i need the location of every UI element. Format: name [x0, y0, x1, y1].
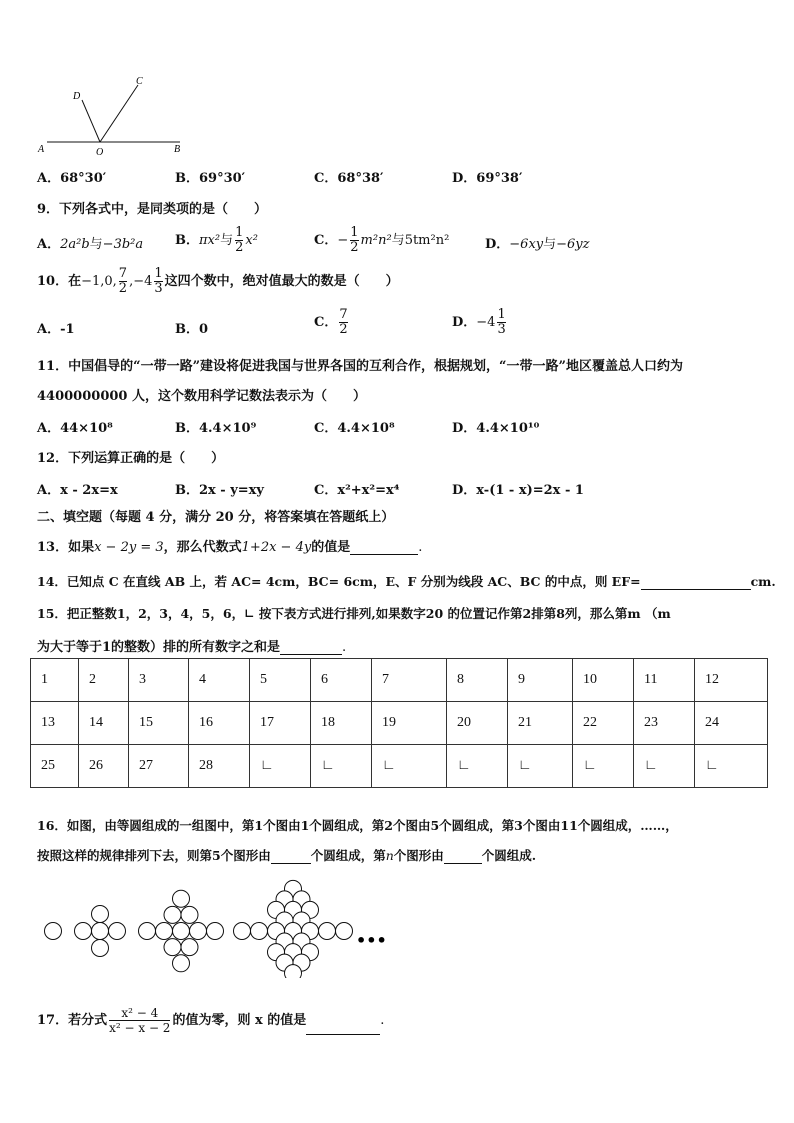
q12-stem: 12．下列运算正确的是（ ）	[37, 451, 225, 466]
table-row	[31, 702, 768, 745]
figure-3-circle	[164, 906, 181, 923]
figure-3-circle	[164, 939, 181, 956]
figure-2-circle	[92, 923, 109, 940]
table-cell: ∟	[447, 745, 508, 788]
label-d: D	[73, 91, 81, 102]
table-cell: ∟	[695, 745, 768, 788]
q16-answer-blank-2[interactable]	[444, 863, 482, 864]
table-cell: 7	[372, 659, 447, 702]
figure-3-circle	[173, 890, 190, 907]
figure-3-circle	[173, 955, 190, 972]
q11-option-a: A．44×10⁸	[37, 421, 113, 436]
q10-option-c: C． $\frac{7}{2}$	[314, 307, 348, 337]
angle-figure	[30, 70, 200, 160]
figure-4-circle	[336, 923, 353, 940]
q11-option-d: D．4.4×10¹⁰	[452, 421, 540, 436]
ellipsis-dots: •••	[356, 931, 387, 950]
table-cell: 23	[634, 702, 695, 745]
ray-od	[82, 100, 100, 142]
label-c: C	[136, 76, 143, 87]
table-cell: 21	[508, 702, 573, 745]
figure-3-circle	[190, 923, 207, 940]
q10-option-a: A．-1	[37, 322, 75, 337]
table-cell: 12	[695, 659, 768, 702]
table-cell: 22	[573, 702, 634, 745]
q16-line1: 16．如图，由等圆组成的一组图中，第1个图由1个圆组成，第2个图由5个圆组成，第3个图由11个圆组成，……，	[37, 818, 678, 833]
figure-4-circle	[251, 923, 268, 940]
figure-4-circle	[285, 965, 302, 978]
figure-2-circle	[75, 923, 92, 940]
figure-2-circle	[92, 940, 109, 957]
q17-answer-blank[interactable]	[306, 1034, 380, 1035]
q12-option-d: D．x-(1 - x)=2x - 1	[452, 483, 584, 498]
table-cell: 4	[189, 659, 250, 702]
q10-stem: 10．在−1,0, $\frac{7}{2}$ ,−4 $\frac{1}{3}$ 这四个数中，绝对值最大的数是（ ）	[37, 266, 399, 296]
number-arrangement-table	[30, 658, 768, 788]
table-row	[31, 659, 768, 702]
table-cell: 9	[508, 659, 573, 702]
figure-1-circle	[45, 923, 62, 940]
table-cell: 16	[189, 702, 250, 745]
figure-3-circle	[173, 923, 190, 940]
label-b: B	[174, 144, 181, 155]
table-cell: 28	[189, 745, 250, 788]
table-cell: 19	[372, 702, 447, 745]
q9-option-b: B．πx²与 $\frac{1}{2}$ x²	[175, 225, 258, 255]
q16-line2: 按照这样的规律排列下去，则第5个图形由 个圆组成，第n个图形由 个圆组成.	[37, 848, 537, 863]
q10-option-d: D．−4 $\frac{1}{3}$	[452, 307, 506, 337]
figure-3-circle	[156, 923, 173, 940]
figure-2-circle	[109, 923, 126, 940]
q11-option-b: B．4.4×10⁹	[175, 421, 257, 436]
q11-option-c: C．4.4×10⁸	[314, 421, 395, 436]
label-o: O	[96, 147, 104, 158]
table-cell: 15	[129, 702, 189, 745]
figure-3-circle	[207, 923, 224, 940]
table-cell: ∟	[372, 745, 447, 788]
figure-4-circle	[234, 923, 251, 940]
q9-stem: 9．下列各式中，是同类项的是（ ）	[37, 202, 268, 217]
section-title: 二、填空题（每题 4 分，满分 20 分，将答案填在答题纸上）	[37, 510, 395, 525]
table-cell: 27	[129, 745, 189, 788]
q8-option-c: C．68°38′	[314, 171, 384, 186]
q15-line1: 15．把正整数1，2，3，4，5，6，∟ 按下表方式进行排列,如果数字20 的位置记作第2排第8列，那么第m （m	[37, 606, 671, 621]
q8-option-d: D．69°38′	[452, 171, 523, 186]
q10-option-b: B．0	[175, 322, 209, 337]
figure-3-circle	[139, 923, 156, 940]
table-cell: 11	[634, 659, 695, 702]
table-cell: ∟	[508, 745, 573, 788]
table-cell: ∟	[311, 745, 372, 788]
figure-3-circle	[181, 906, 198, 923]
table-cell: 26	[79, 745, 129, 788]
table-cell: 25	[31, 745, 79, 788]
figure-2-circle	[92, 906, 109, 923]
figure-4-circle	[319, 923, 336, 940]
q15-line2: 为大于等于1的整数）排的所有数字之和是 .	[37, 640, 347, 655]
table-cell: ∟	[634, 745, 695, 788]
table-cell: 20	[447, 702, 508, 745]
q12-option-c: C．x²+x²=x⁴	[314, 483, 400, 498]
q17: 17．若分式 $\frac{\text{x² − 4}}{\text{x² − x − 2}}$ 的值为零，则 x 的值是 .	[37, 1006, 385, 1035]
ray-oc	[100, 85, 138, 142]
table-cell: 13	[31, 702, 79, 745]
table-row	[31, 745, 768, 788]
table-cell: 1	[31, 659, 79, 702]
q14-answer-blank[interactable]	[641, 589, 751, 590]
q11-line1: 11．中国倡导的“一带一路”建设将促进我国与世界各国的互利合作，根据规划，“一带一路”地区覆盖总人口约为	[37, 359, 684, 374]
q15-answer-blank[interactable]	[280, 654, 342, 655]
table-cell: 17	[250, 702, 311, 745]
table-cell: 10	[573, 659, 634, 702]
q16-answer-blank-1[interactable]	[271, 863, 311, 864]
table-cell: ∟	[573, 745, 634, 788]
circle-pattern-figure	[30, 868, 410, 978]
q9-option-a: A．2a²b与−3b²a	[37, 237, 144, 252]
table-cell: 24	[695, 702, 768, 745]
table-cell: 14	[79, 702, 129, 745]
q11-line2: 4400000000 人，这个数用科学记数法表示为（ ）	[37, 389, 366, 404]
q13: 13．如果x − 2y = 3，那么代数式1+2x − 4y的值是 .	[37, 540, 423, 555]
table-cell: 5	[250, 659, 311, 702]
q9-option-d: D．−6xy与−6yz	[485, 237, 590, 252]
q14: 14．已知点 C 在直线 AB 上，若 AC= 4cm，BC= 6cm，E、F 分别为线段 AC、BC 的中点，则 EF= cm.	[37, 574, 776, 589]
table-cell: 6	[311, 659, 372, 702]
q9-option-c: C．− $\frac{1}{2}$ m²n²与5tm²n²	[314, 225, 450, 255]
figure-3-circle	[181, 939, 198, 956]
table-cell: 8	[447, 659, 508, 702]
q12-option-a: A．x - 2x=x	[37, 483, 118, 498]
label-a: A	[38, 144, 45, 155]
q8-option-b: B．69°30′	[175, 171, 246, 186]
table-cell: 3	[129, 659, 189, 702]
q13-answer-blank[interactable]	[350, 554, 418, 555]
table-cell: ∟	[250, 745, 311, 788]
table-cell: 18	[311, 702, 372, 745]
table-cell: 2	[79, 659, 129, 702]
q8-option-a: A．68°30′	[37, 171, 107, 186]
q12-option-b: B．2x - y=xy	[175, 483, 264, 498]
